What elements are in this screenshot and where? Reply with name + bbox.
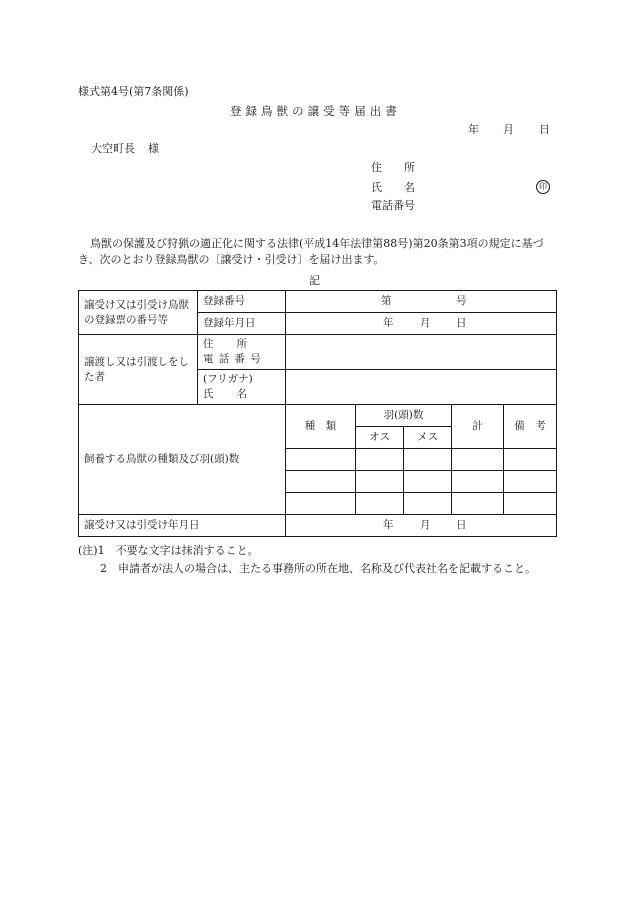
female-count-cell[interactable] [404,471,452,493]
male-header: オス [356,427,404,449]
date-year: 年 [468,123,479,136]
form-number: 様式第4号(第7条関係) [78,85,189,98]
total-cell[interactable] [452,449,504,471]
transferor-address-field[interactable] [286,335,557,370]
furigana-label: (フリガナ) [203,373,253,385]
registration-number-prefix: 第 [381,295,392,307]
transferor-address-label: 住所 [203,338,271,350]
document-title: 登録鳥獣の譲受等届出書 [230,104,401,118]
applicant-name-label: 氏 名 [371,181,415,194]
registration-number-field[interactable] [286,291,557,313]
remarks-header: 備 考 [504,405,557,449]
species-header: 種 類 [286,405,356,449]
remarks-cell[interactable] [504,449,557,471]
transfer-date-month: 月 [420,519,431,531]
male-count-cell[interactable] [356,471,404,493]
transferor-name-labels [198,370,286,405]
female-count-cell[interactable] [404,449,452,471]
remarks-cell[interactable] [504,471,557,493]
remarks-cell[interactable] [504,493,557,515]
male-count-cell[interactable] [356,449,404,471]
total-cell[interactable] [452,493,504,515]
reg-date-year: 年 [383,317,394,329]
transferor-address-phone-label [198,335,286,370]
registration-date-field[interactable] [286,313,557,335]
note-2: 2 申請者が法人の場合は、主たる事務所の所在地、名称及び代表社名を記載すること。 [100,562,536,575]
total-cell[interactable] [452,471,504,493]
reg-date-month: 月 [420,317,431,329]
female-count-cell[interactable] [404,493,452,515]
transfer-date-day: 日 [456,519,467,531]
note-heading: 記 [309,274,320,287]
reg-date-day: 日 [456,317,467,329]
date-month: 月 [503,123,514,136]
registration-number-label: 登録番号 [198,291,286,313]
female-header: メス [404,427,452,449]
transfer-date-year: 年 [383,519,394,531]
transferor-phone-label: 電話番号 [203,353,266,365]
transferor-name-field[interactable] [286,370,557,405]
species-cell[interactable] [286,449,356,471]
species-cell[interactable] [286,493,356,515]
section-transferor-label: 譲渡し又は引渡しをした者 [79,335,198,405]
registration-date-label: 登録年月日 [198,313,286,335]
transferor-name-label: 氏名 [203,388,271,400]
transfer-date-field[interactable] [286,515,557,537]
seal-mark: 印 [536,180,550,194]
species-cell[interactable] [286,471,356,493]
section-transfer-date-label: 譲受け又は引受け年月日 [79,515,286,537]
addressee: 大空町長 [91,142,135,155]
date-day: 日 [539,123,550,136]
male-count-cell[interactable] [356,493,404,515]
registration-number-suffix: 号 [456,295,467,307]
total-header: 計 [452,405,504,449]
section-species-label: 飼養する鳥獣の種類及び羽(頭)数 [79,405,286,515]
count-header: 羽(頭)数 [356,405,452,427]
applicant-phone-label: 電話番号 [371,199,415,212]
section-registration-label: 譲受け又は引受け鳥獣の登録票の番号等 [79,291,198,335]
note-1: (注)1 不要な文字は抹消すること。 [78,544,259,557]
addressee-honorific: 様 [148,142,159,155]
registration-table [78,290,557,537]
applicant-address-label: 住 所 [371,161,415,174]
body-paragraph: 鳥獣の保護及び狩猟の適正化に関する法律(平成14年法律第88号)第20条第3項の規定に基づき、次のとおり登録鳥獣の〔譲受け・引受け〕を届け出ます。 [78,237,544,266]
